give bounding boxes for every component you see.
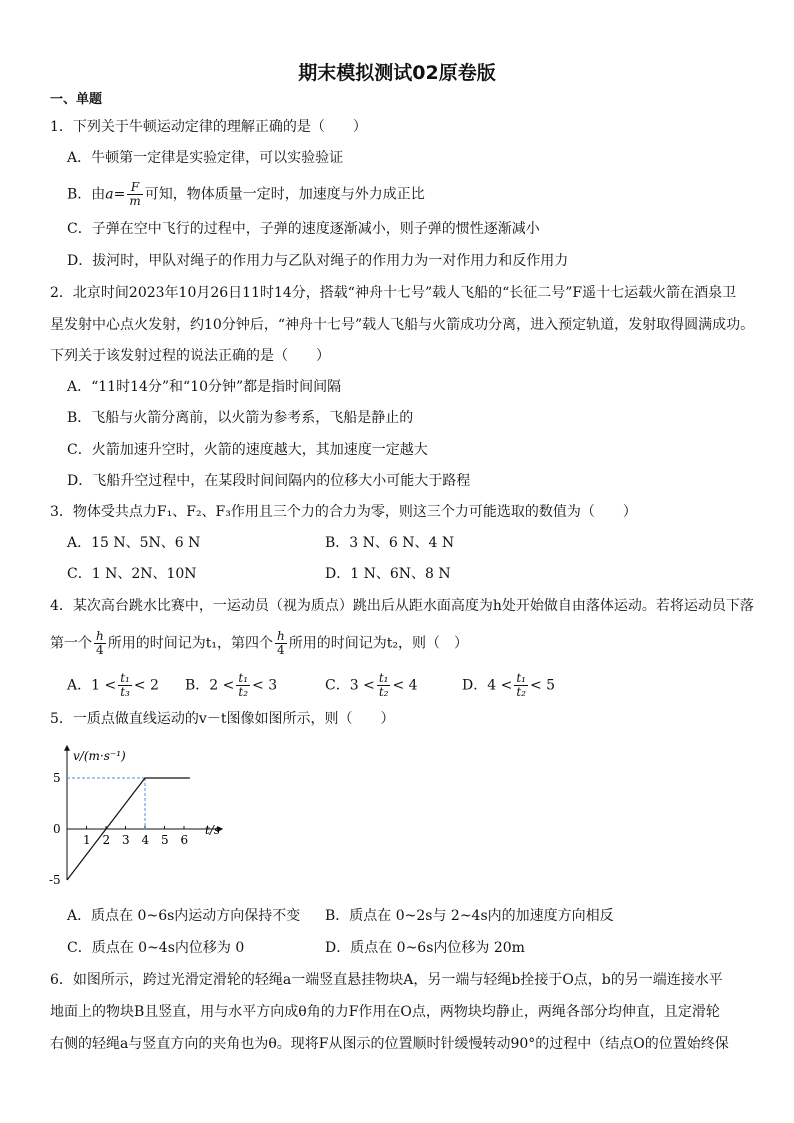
q4-option-d: D．4 < $\frac{\text{t₁}}{\text{t₂}}$ < 5 bbox=[462, 671, 556, 699]
x-tick-label: 1 bbox=[83, 833, 91, 847]
fraction-h-over-4: $\frac{h}{4}$ bbox=[96, 629, 104, 657]
x-axis-label: t/s bbox=[205, 823, 221, 837]
q3-option-d: D．1 N、6N、8 N bbox=[325, 566, 451, 582]
y-tick-label: 0 bbox=[53, 822, 61, 836]
q4-line-2: 第一个 $\frac{h}{4}$ 所用的时间记为t₁，第四个 $\frac{h}{4}$ 所用的时间记为t₂，则（ ） bbox=[50, 629, 468, 657]
q5-option-d: D．质点在 0~6s内位移为 20m bbox=[325, 940, 525, 956]
q5-stem: 5．一质点做直线运动的v－t图像如图所示，则（ ） bbox=[50, 711, 395, 727]
q2-option-b: B．飞船与火箭分离前，以火箭为参考系，飞船是静止的 bbox=[67, 410, 414, 426]
y-tick-label: 5 bbox=[53, 771, 61, 785]
y-tick-label: -5 bbox=[49, 873, 61, 887]
q5-option-c: C．质点在 0~4s内位移为 0 bbox=[67, 940, 245, 956]
q2-line-1: 2．北京时间2023年10月26日11时14分，搭载“神舟十七号”载人飞船的“长征二号”F遥十七运载火箭在酒泉卫 bbox=[50, 285, 737, 301]
q2-line-3: 下列关于该发射过程的说法正确的是（ ） bbox=[50, 348, 330, 364]
q4-option-b: B．2 < $\frac{\text{t₁}}{\text{t₂}}$ < 3 bbox=[185, 671, 278, 699]
q5-option-a: A．质点在 0~6s内运动方向保持不变 bbox=[67, 908, 301, 924]
q1-option-a: A．牛顿第一定律是实验定律，可以实验验证 bbox=[67, 150, 344, 166]
q6-line-3: 右侧的轻绳a与竖直方向的夹角也为θ。现将F从图示的位置顺时针缓慢转动90°的过程中（结点O的位置始终保 bbox=[50, 1036, 729, 1052]
y-axis-label: v/(m·s⁻¹) bbox=[73, 749, 126, 763]
x-tick-label: 5 bbox=[161, 833, 169, 847]
q3-stem: 3．物体受共点力F₁、F₂、F₃作用且三个力的合力为零，则这三个力可能选取的数值为（ ） bbox=[50, 504, 637, 520]
fraction-f-over-m: $\frac{F}{m}$ bbox=[129, 180, 141, 208]
q1-stem: 1．下列关于牛顿运动定律的理解正确的是（ ） bbox=[50, 119, 367, 135]
q6-line-2: 地面上的物块B且竖直，用与水平方向成θ角的力F作用在O点，两物块均静止，两绳各部分均伸直，且定滑轮 bbox=[50, 1004, 720, 1020]
q6-line-1: 6．如图所示，跨过光滑定滑轮的轻绳a一端竖直悬挂物块A，另一端与轻绳b拴接于O点，b的另一端连接水平 bbox=[50, 972, 723, 988]
section-heading: 一、单题 bbox=[50, 92, 103, 107]
q1-option-c: C．子弹在空中飞行的过程中，子弹的速度逐渐减小，则子弹的惯性逐渐减小 bbox=[67, 221, 540, 237]
x-tick-label: 3 bbox=[122, 833, 130, 847]
q4-line-1: 4．某次高台跳水比赛中，一运动员（视为质点）跳出后从距水面高度为h处开始做自由落体运动。若将运动员下落 bbox=[50, 598, 754, 614]
q4-option-a: A．1 < $\frac{\text{t₁}}{\text{t₃}}$ < 2 bbox=[67, 671, 159, 699]
vt-graph bbox=[40, 738, 240, 893]
q1-option-d: D．拔河时，甲队对绳子的作用力与乙队对绳子的作用力为一对作用力和反作用力 bbox=[67, 253, 569, 269]
x-tick-label: 2 bbox=[102, 833, 111, 847]
x-tick-label: 6 bbox=[180, 833, 189, 847]
q2-line-2: 星发射中心点火发射，约10分钟后，“神舟十七号”载人飞船与火箭成功分离，进入预定轨道，发射取得圆满成功。 bbox=[50, 317, 755, 333]
q2-option-d: D．飞船升空过程中，在某段时间间隔内的位移大小可能大于路程 bbox=[67, 473, 471, 489]
q1-option-b: B．由a= $\frac{F}{m}$ 可知，物体质量一定时，加速度与外力成正比 bbox=[67, 180, 425, 208]
q2-option-c: C．火箭加速升空时，火箭的速度越大，其加速度一定越大 bbox=[67, 442, 428, 458]
x-tick-label: 4 bbox=[141, 833, 150, 847]
page-title: 期末模拟测试02原卷版 bbox=[298, 62, 496, 84]
q4-option-c: C．3 < $\frac{\text{t₁}}{\text{t₂}}$ < 4 bbox=[325, 671, 418, 699]
q3-option-b: B．3 N、6 N、4 N bbox=[325, 535, 455, 551]
q5-option-b: B．质点在 0~2s与 2~4s内的加速度方向相反 bbox=[325, 908, 614, 924]
q3-option-c: C．1 N、2N、10N bbox=[67, 566, 197, 582]
fraction-h-over-4: $\frac{h}{4}$ bbox=[276, 629, 285, 657]
q2-option-a: A．“11时14分”和“10分钟”都是指时间间隔 bbox=[67, 379, 342, 395]
q3-option-a: A．15 N、5N、6 N bbox=[67, 535, 201, 551]
